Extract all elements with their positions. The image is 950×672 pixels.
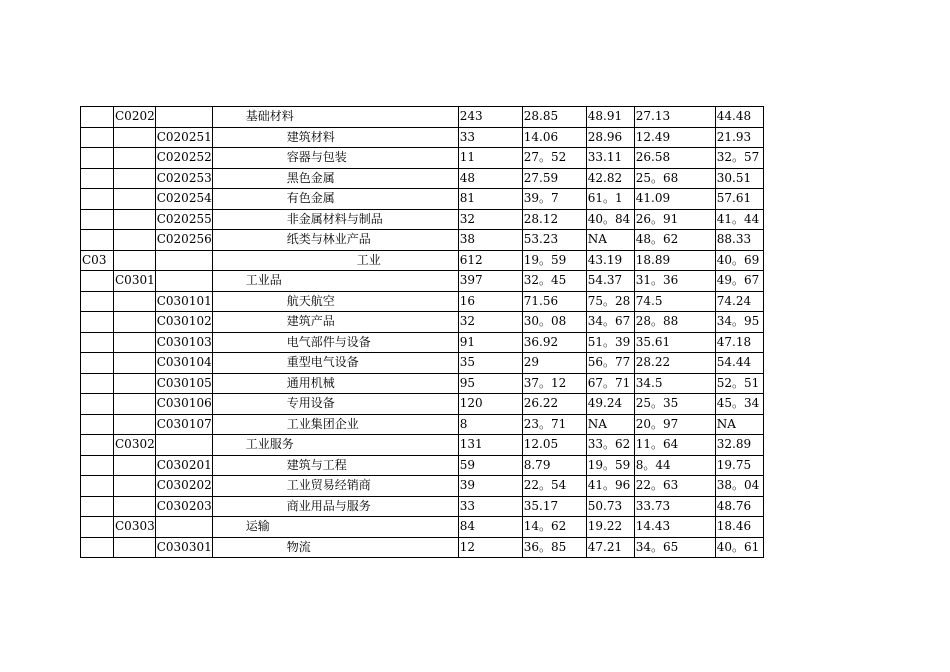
value-col-2-cell: 42.82 (586, 168, 634, 189)
count-cell: 12 (458, 537, 522, 558)
table-row (81, 189, 764, 210)
industry-name-cell: 基础材料 (212, 107, 458, 128)
level3-code-cell: C030104 (155, 353, 212, 374)
level3-code-cell (155, 250, 212, 271)
level3-code-cell: C020255 (155, 209, 212, 230)
level2-code-cell (114, 414, 156, 435)
value-col-3-cell: 35.61 (634, 332, 715, 353)
value-col-2-cell: 33.11 (586, 148, 634, 169)
table-row (81, 517, 764, 538)
level2-code-cell (114, 168, 156, 189)
value-col-3-cell: 74.5 (634, 291, 715, 312)
table-row (81, 394, 764, 415)
level3-code-cell: C030101 (155, 291, 212, 312)
level3-code-cell (155, 271, 212, 292)
industry-name-cell: 黑色金属 (212, 168, 458, 189)
value-col-3-cell: 27.13 (634, 107, 715, 128)
level2-code-cell: C0202 (114, 107, 156, 128)
level1-code-cell (81, 271, 114, 292)
level1-code-cell: C03 (81, 250, 114, 271)
value-col-3-cell: 28.22 (634, 353, 715, 374)
value-col-4-cell: 48.76 (715, 496, 763, 517)
level2-code-cell (114, 250, 156, 271)
value-col-2-cell: NA (586, 230, 634, 251)
level1-code-cell (81, 168, 114, 189)
table-row (81, 168, 764, 189)
value-col-2-cell: 61。1 (586, 189, 634, 210)
value-col-1-cell: 39。7 (522, 189, 586, 210)
count-cell: 33 (458, 127, 522, 148)
value-col-4-cell: 74.24 (715, 291, 763, 312)
level1-code-cell (81, 537, 114, 558)
level3-code-cell: C020252 (155, 148, 212, 169)
level3-code-cell: C030103 (155, 332, 212, 353)
industry-name-cell: 电气部件与设备 (212, 332, 458, 353)
level1-code-cell (81, 455, 114, 476)
industry-name-cell: 工业贸易经销商 (212, 476, 458, 497)
level3-code-cell: C020253 (155, 168, 212, 189)
value-col-1-cell: 53.23 (522, 230, 586, 251)
value-col-2-cell: 47.21 (586, 537, 634, 558)
level3-code-cell (155, 107, 212, 128)
level3-code-cell (155, 517, 212, 538)
value-col-3-cell: 12.49 (634, 127, 715, 148)
value-col-4-cell: 45。34 (715, 394, 763, 415)
value-col-2-cell: 34。67 (586, 312, 634, 333)
count-cell: 612 (458, 250, 522, 271)
value-col-1-cell: 35.17 (522, 496, 586, 517)
table-row (81, 127, 764, 148)
level1-code-cell (81, 291, 114, 312)
count-cell: 243 (458, 107, 522, 128)
industry-name-cell: 重型电气设备 (212, 353, 458, 374)
count-cell: 16 (458, 291, 522, 312)
level2-code-cell (114, 312, 156, 333)
value-col-4-cell: 41。44 (715, 209, 763, 230)
value-col-3-cell: 20。97 (634, 414, 715, 435)
count-cell: 397 (458, 271, 522, 292)
table-row (81, 476, 764, 497)
table-row (81, 455, 764, 476)
value-col-2-cell: 56。77 (586, 353, 634, 374)
industry-name-cell: 航天航空 (212, 291, 458, 312)
value-col-3-cell: 34。65 (634, 537, 715, 558)
value-col-4-cell: 18.46 (715, 517, 763, 538)
value-col-3-cell: 26.58 (634, 148, 715, 169)
table-row (81, 107, 764, 128)
table-row (81, 353, 764, 374)
industry-data-table (80, 106, 764, 558)
value-col-1-cell: 71.56 (522, 291, 586, 312)
level1-code-cell (81, 394, 114, 415)
table-row (81, 373, 764, 394)
level2-code-cell (114, 394, 156, 415)
value-col-1-cell: 37。12 (522, 373, 586, 394)
industry-name-cell: 物流 (212, 537, 458, 558)
industry-name-cell: 工业服务 (212, 435, 458, 456)
level3-code-cell: C030301 (155, 537, 212, 558)
table-row (81, 537, 764, 558)
level3-code-cell: C030202 (155, 476, 212, 497)
value-col-4-cell: 32。57 (715, 148, 763, 169)
value-col-2-cell: 43.19 (586, 250, 634, 271)
count-cell: 11 (458, 148, 522, 169)
level1-code-cell (81, 127, 114, 148)
value-col-4-cell: 30.51 (715, 168, 763, 189)
count-cell: 32 (458, 209, 522, 230)
level1-code-cell (81, 435, 114, 456)
value-col-2-cell: 40。84 (586, 209, 634, 230)
value-col-3-cell: 26。91 (634, 209, 715, 230)
level2-code-cell (114, 230, 156, 251)
value-col-1-cell: 32。45 (522, 271, 586, 292)
count-cell: 84 (458, 517, 522, 538)
value-col-2-cell: 54.37 (586, 271, 634, 292)
value-col-4-cell: 40。69 (715, 250, 763, 271)
value-col-4-cell: 44.48 (715, 107, 763, 128)
value-col-1-cell: 29 (522, 353, 586, 374)
value-col-1-cell: 36。85 (522, 537, 586, 558)
level2-code-cell (114, 537, 156, 558)
level3-code-cell: C030203 (155, 496, 212, 517)
value-col-4-cell: 88.33 (715, 230, 763, 251)
value-col-4-cell: NA (715, 414, 763, 435)
industry-name-cell: 建筑与工程 (212, 455, 458, 476)
level3-code-cell: C020256 (155, 230, 212, 251)
value-col-3-cell: 22。63 (634, 476, 715, 497)
value-col-1-cell: 23。71 (522, 414, 586, 435)
count-cell: 59 (458, 455, 522, 476)
level2-code-cell (114, 353, 156, 374)
table-row (81, 230, 764, 251)
level1-code-cell (81, 517, 114, 538)
value-col-3-cell: 28。88 (634, 312, 715, 333)
value-col-1-cell: 27.59 (522, 168, 586, 189)
level2-code-cell (114, 476, 156, 497)
count-cell: 81 (458, 189, 522, 210)
industry-name-cell: 容器与包装 (212, 148, 458, 169)
count-cell: 38 (458, 230, 522, 251)
value-col-1-cell: 8.79 (522, 455, 586, 476)
value-col-1-cell: 22。54 (522, 476, 586, 497)
value-col-4-cell: 54.44 (715, 353, 763, 374)
level1-code-cell (81, 496, 114, 517)
value-col-4-cell: 57.61 (715, 189, 763, 210)
value-col-1-cell: 27。52 (522, 148, 586, 169)
value-col-2-cell: 28.96 (586, 127, 634, 148)
value-col-3-cell: 33.73 (634, 496, 715, 517)
table-row (81, 271, 764, 292)
level2-code-cell (114, 148, 156, 169)
level2-code-cell: C0303 (114, 517, 156, 538)
count-cell: 35 (458, 353, 522, 374)
count-cell: 131 (458, 435, 522, 456)
value-col-2-cell: 48.91 (586, 107, 634, 128)
level1-code-cell (81, 414, 114, 435)
table-row (81, 435, 764, 456)
level2-code-cell (114, 332, 156, 353)
table-row (81, 414, 764, 435)
level2-code-cell (114, 189, 156, 210)
value-col-4-cell: 19.75 (715, 455, 763, 476)
value-col-3-cell: 18.89 (634, 250, 715, 271)
table-row (81, 291, 764, 312)
level1-code-cell (81, 148, 114, 169)
table-body (81, 107, 764, 558)
value-col-3-cell: 8。44 (634, 455, 715, 476)
industry-name-cell: 工业品 (212, 271, 458, 292)
value-col-1-cell: 14。62 (522, 517, 586, 538)
value-col-2-cell: 19。59 (586, 455, 634, 476)
industry-name-cell: 专用设备 (212, 394, 458, 415)
industry-name-cell: 建筑材料 (212, 127, 458, 148)
value-col-2-cell: 51。39 (586, 332, 634, 353)
table-row (81, 209, 764, 230)
count-cell: 91 (458, 332, 522, 353)
table-row (81, 250, 764, 271)
level2-code-cell (114, 209, 156, 230)
count-cell: 33 (458, 496, 522, 517)
value-col-2-cell: 19.22 (586, 517, 634, 538)
value-col-3-cell: 25。68 (634, 168, 715, 189)
value-col-3-cell: 48。62 (634, 230, 715, 251)
level3-code-cell: C030105 (155, 373, 212, 394)
value-col-2-cell: 41。96 (586, 476, 634, 497)
table-row (81, 148, 764, 169)
industry-name-cell: 建筑产品 (212, 312, 458, 333)
level2-code-cell (114, 291, 156, 312)
table-row (81, 312, 764, 333)
level1-code-cell (81, 230, 114, 251)
value-col-4-cell: 49。67 (715, 271, 763, 292)
level2-code-cell (114, 373, 156, 394)
count-cell: 120 (458, 394, 522, 415)
level1-code-cell (81, 476, 114, 497)
industry-name-cell: 通用机械 (212, 373, 458, 394)
value-col-1-cell: 12.05 (522, 435, 586, 456)
level1-code-cell (81, 209, 114, 230)
value-col-3-cell: 34.5 (634, 373, 715, 394)
count-cell: 32 (458, 312, 522, 333)
industry-name-cell: 运输 (212, 517, 458, 538)
value-col-4-cell: 32.89 (715, 435, 763, 456)
value-col-2-cell: NA (586, 414, 634, 435)
count-cell: 48 (458, 168, 522, 189)
value-col-4-cell: 47.18 (715, 332, 763, 353)
value-col-4-cell: 52。51 (715, 373, 763, 394)
level1-code-cell (81, 353, 114, 374)
value-col-4-cell: 40。61 (715, 537, 763, 558)
level3-code-cell: C030106 (155, 394, 212, 415)
value-col-1-cell: 19。59 (522, 250, 586, 271)
level2-code-cell (114, 127, 156, 148)
value-col-4-cell: 38。04 (715, 476, 763, 497)
industry-name-cell: 有色金属 (212, 189, 458, 210)
count-cell: 39 (458, 476, 522, 497)
value-col-2-cell: 67。71 (586, 373, 634, 394)
level1-code-cell (81, 332, 114, 353)
value-col-4-cell: 21.93 (715, 127, 763, 148)
level3-code-cell: C020251 (155, 127, 212, 148)
level2-code-cell: C0301 (114, 271, 156, 292)
level3-code-cell: C030201 (155, 455, 212, 476)
level2-code-cell (114, 455, 156, 476)
industry-name-cell: 工业 (212, 250, 458, 271)
value-col-2-cell: 75。28 (586, 291, 634, 312)
level1-code-cell (81, 373, 114, 394)
table-row (81, 496, 764, 517)
industry-name-cell: 商业用品与服务 (212, 496, 458, 517)
value-col-3-cell: 14.43 (634, 517, 715, 538)
value-col-2-cell: 49.24 (586, 394, 634, 415)
level3-code-cell (155, 435, 212, 456)
value-col-3-cell: 41.09 (634, 189, 715, 210)
table-row (81, 332, 764, 353)
level2-code-cell (114, 496, 156, 517)
value-col-2-cell: 33。62 (586, 435, 634, 456)
value-col-1-cell: 36.92 (522, 332, 586, 353)
level1-code-cell (81, 107, 114, 128)
value-col-2-cell: 50.73 (586, 496, 634, 517)
level1-code-cell (81, 312, 114, 333)
value-col-1-cell: 30。08 (522, 312, 586, 333)
level3-code-cell: C030107 (155, 414, 212, 435)
level3-code-cell: C020254 (155, 189, 212, 210)
industry-name-cell: 非金属材料与制品 (212, 209, 458, 230)
value-col-1-cell: 14.06 (522, 127, 586, 148)
value-col-3-cell: 11。64 (634, 435, 715, 456)
value-col-3-cell: 25。35 (634, 394, 715, 415)
value-col-1-cell: 28.85 (522, 107, 586, 128)
value-col-3-cell: 31。36 (634, 271, 715, 292)
level2-code-cell: C0302 (114, 435, 156, 456)
level1-code-cell (81, 189, 114, 210)
industry-name-cell: 工业集团企业 (212, 414, 458, 435)
industry-name-cell: 纸类与林业产品 (212, 230, 458, 251)
value-col-4-cell: 34。95 (715, 312, 763, 333)
count-cell: 8 (458, 414, 522, 435)
count-cell: 95 (458, 373, 522, 394)
level3-code-cell: C030102 (155, 312, 212, 333)
value-col-1-cell: 28.12 (522, 209, 586, 230)
value-col-1-cell: 26.22 (522, 394, 586, 415)
